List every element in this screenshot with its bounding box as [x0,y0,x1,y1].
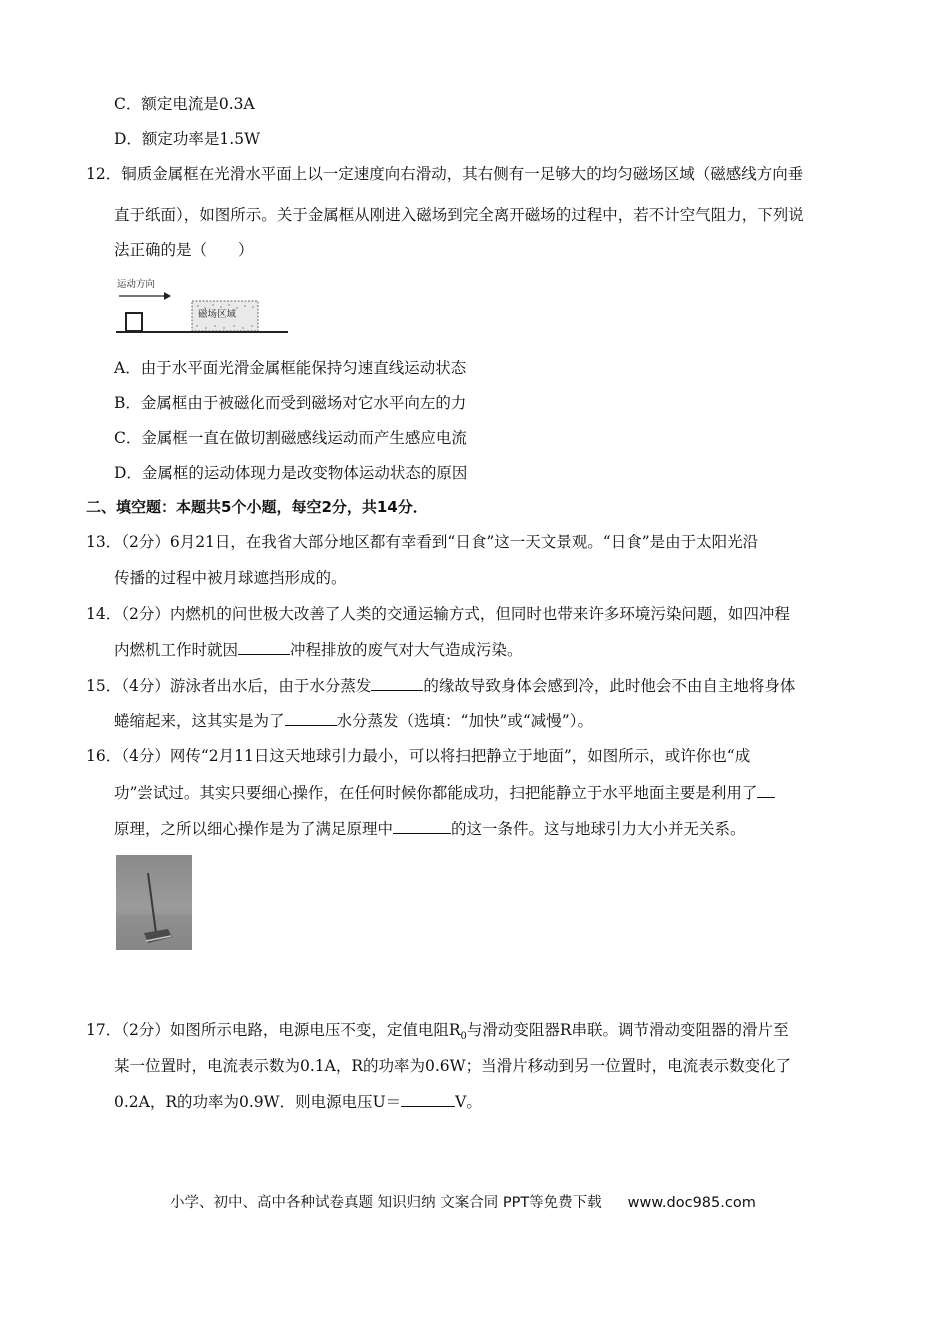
q16-text-c: 的这一条件。这与地球引力大小并无关系。 [451,820,746,838]
q16-answer-blank-2[interactable] [393,819,451,834]
r0-subscript: 0 [460,1031,467,1043]
q17-text-b: 与滑动变阻器R串联。调节滑动变阻器的滑片至 [466,1021,789,1039]
q17-text-a: 17．（2分）如图所示电路，电源电压不变，定值电阻R [86,1021,461,1039]
q15-text-a: 15．（4分）游泳者出水后，由于水分蒸发 [86,677,372,695]
magnetic-field-label: 磁场区域 [198,309,237,320]
q13-line-1: 13．（2分）6月21日，在我省大部分地区都有幸看到“日食”这一天文景观。“日食”是由于太阳光沿 [86,533,759,551]
q13-line-2: 传播的过程中被月球遮挡形成的。 [114,569,347,587]
q15-text-d: 水分蒸发（选填：“加快”或“减慢”）。 [336,712,593,730]
q15-text-b: 的缘故导致身体会感到冷，此时他会不由自主地将身体 [423,677,796,695]
q15-answer-blank-2[interactable] [285,711,337,726]
q16-answer-blank-1[interactable] [757,783,775,798]
q16-text-b: 原理，之所以细心操作是为了满足原理中 [114,820,394,838]
q17-text-c: 0.2A，R的功率为0.9W．则电源电压U＝ [114,1093,402,1111]
q15-line-1 [86,676,795,696]
q17-line-3 [114,1092,482,1112]
q12-stem-line-2: 直于纸面），如图所示。关于金属框从刚进入磁场到完全离开磁场的过程中，若不计空气阻力，下列说 [114,206,804,224]
footer-url[interactable]: www.doc985.com [627,1195,756,1211]
q16-line-2 [114,783,775,803]
broom-image [116,855,192,950]
q12-stem-line-1: 12．铜质金属框在光滑水平面上以一定速度向右滑动，其右侧有一足够大的均匀磁场区域（磁感线方向垂 [86,165,804,183]
q15-line-2 [114,711,593,731]
q12-option-c: C．金属框一直在做切割磁感线运动而产生感应电流 [114,429,467,447]
q17-line-1 [86,1020,789,1047]
page-footer [170,1191,756,1212]
q16-text-a: 功”尝试过。其实只要细心操作，在任何时候你都能成功，扫把能静立于水平地面主要是利用了 [114,784,758,802]
q14-answer-blank[interactable] [238,640,290,655]
q16-broom-photo [116,855,192,950]
q16-line-1: 16．（4分）网传“2月11日这天地球引力最小，可以将扫把静立于地面”，如图所示，或许你也“成 [86,747,751,765]
q14-text-a: 内燃机工作时就因 [114,641,239,659]
q16-line-3 [114,819,746,839]
q12-magnetic-field-figure [116,279,291,339]
q17-text-d: V。 [455,1093,482,1111]
q17-line-2: 某一位置时，电流表示数为0.1A，R的功率为0.6W；当滑片移动到另一位置时，电流表示数变化了 [114,1057,792,1075]
q14-line-1: 14．（2分）内燃机的问世极大改善了人类的交通运输方式，但同时也带来许多环境污染问题，如四冲程 [86,605,790,623]
q11-option-c: C．额定电流是0.3A [114,95,255,113]
q15-text-c: 蜷缩起来，这其实是为了 [114,712,285,730]
section-2-title: 二、填空题：本题共5个小题，每空2分，共14分． [86,498,428,516]
footer-text: 小学、初中、高中各种试卷真题 知识归纳 文案合同 PPT等免费下载 [170,1195,602,1211]
motion-direction-label: 运动方向 [117,279,156,290]
q15-answer-blank-1[interactable] [371,676,423,691]
q14-line-2 [114,640,523,660]
q12-option-a: A．由于水平面光滑金属框能保持匀速直线运动状态 [114,359,467,377]
q14-text-b: 冲程排放的废气对大气造成污染。 [290,641,523,659]
q11-option-d: D．额定功率是1.5W [114,130,261,148]
q12-option-b: B．金属框由于被磁化而受到磁场对它水平向左的力 [114,394,467,412]
q12-option-d: D．金属框的运动体现力是改变物体运动状态的原因 [114,464,468,482]
q17-answer-blank[interactable] [401,1092,455,1107]
q12-stem-line-3: 法正确的是（ ） [114,241,254,259]
